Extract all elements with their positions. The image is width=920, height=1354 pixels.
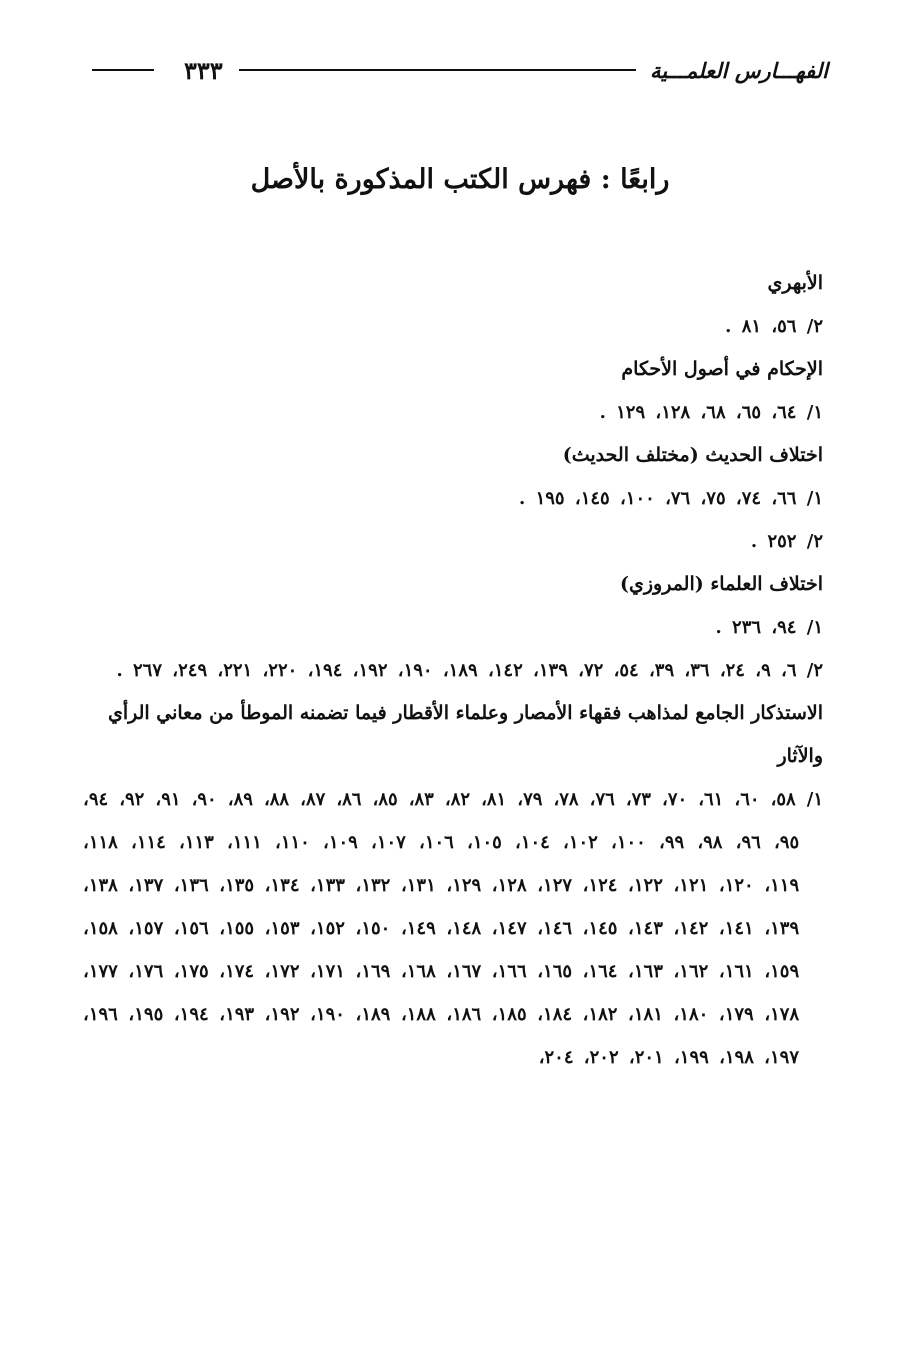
entry-title: الأبهري [767,272,823,294]
page-number: ٣٣٣ [184,55,223,85]
entry-title: الاستذكار الجامع لمذاهب فقهاء الأمصار وعلماء الأقطار فيما تضمنه الموطأ من معاني الرأي والآثار [107,702,823,767]
index-entries [83,262,823,1079]
entry-references: ١/ ٥٨، ٦٠، ٦١، ٧٠، ٧٣، ٧٦، ٧٨، ٧٩، ٨١، ٨٢، ٨٣، ٨٥، ٨٦، ٨٧، ٨٨، ٨٩، ٩٠، ٩١، ٩٢، ٩٤، ٩٥، ٩٦، ٩٨، ٩٩، ١٠٠، ١٠٢، ١٠٤، ١٠٥، ١٠٦، ١٠٧، ١٠٩، ١١٠، ١١١، ١١٣، ١١٤، ١١٨، ١١٩، ١٢٠، ١٢١، ١٢٢، ١٢٤، ١٢٧، ١٢٨، ١٢٩، ١٣١، ١٣٢، ١٣٣، ١٣٤، ١٣٥، ١٣٦، ١٣٧، ١٣٨، ١٣٩، ١٤١، ١٤٢، ١٤٣، ١٤٥، ١٤٦، ١٤٧، ١٤٨، ١٤٩، ١٥٠، ١٥٢، ١٥٣، ١٥٥، ١٥٦، ١٥٧، ١٥٨، ١٥٩، ١٦١، ١٦٢، ١٦٣، ١٦٤، ١٦٥، ١٦٦، ١٦٧، ١٦٨، ١٦٩، ١٧١، ١٧٢، ١٧٤، ١٧٥، ١٧٦، ١٧٧، ١٧٨، ١٧٩، ١٨٠، ١٨١، ١٨٢، ١٨٤، ١٨٥، ١٨٦، ١٨٨، ١٨٩، ١٩٠، ١٩٢، ١٩٣، ١٩٤، ١٩٥، ١٩٦، ١٩٧، ١٩٨، ١٩٩، ٢٠١، ٢٠٢، ٢٠٤، [83,789,823,1068]
entry-references: ٢/ ٥٦، ٨١ . [725,316,823,337]
entry-references: ١/ ٦٤، ٦٥، ٦٨، ١٢٨، ١٢٩ . [599,402,823,423]
index-entry [83,262,823,348]
entry-references: ١/ ٩٤، ٢٣٦ . [715,617,823,638]
index-entry [83,563,823,692]
index-entry [83,434,823,563]
index-entry [83,692,823,1079]
index-entry [83,348,823,434]
running-header [92,50,828,90]
entry-references: ٢/ ٢٥٢ . [750,531,823,552]
entry-title: اختلاف العلماء (المروزي) [620,573,823,595]
entry-references: ٢/ ٦، ٩، ٢٤، ٣٦، ٣٩، ٥٤، ٧٢، ١٣٩، ١٤٢، ١٨٩، ١٩٠، ١٩٢، ١٩٤، ٢٢٠، ٢٢١، ٢٤٩، ٢٦٧ . [116,660,823,681]
header-rule [239,69,636,71]
entry-title: اختلاف الحديث (مختلف الحديث) [562,444,823,466]
header-rule-short [92,69,154,71]
section-title: رابعًا : فهرس الكتب المذكورة بالأصل [250,164,670,195]
running-title: الفهـــارس العلمـــية [650,57,828,83]
entry-title: الإحكام في أصول الأحكام [621,358,823,380]
entry-references: ١/ ٦٦، ٧٤، ٧٥، ٧٦، ١٠٠، ١٤٥، ١٩٥ . [519,488,823,509]
